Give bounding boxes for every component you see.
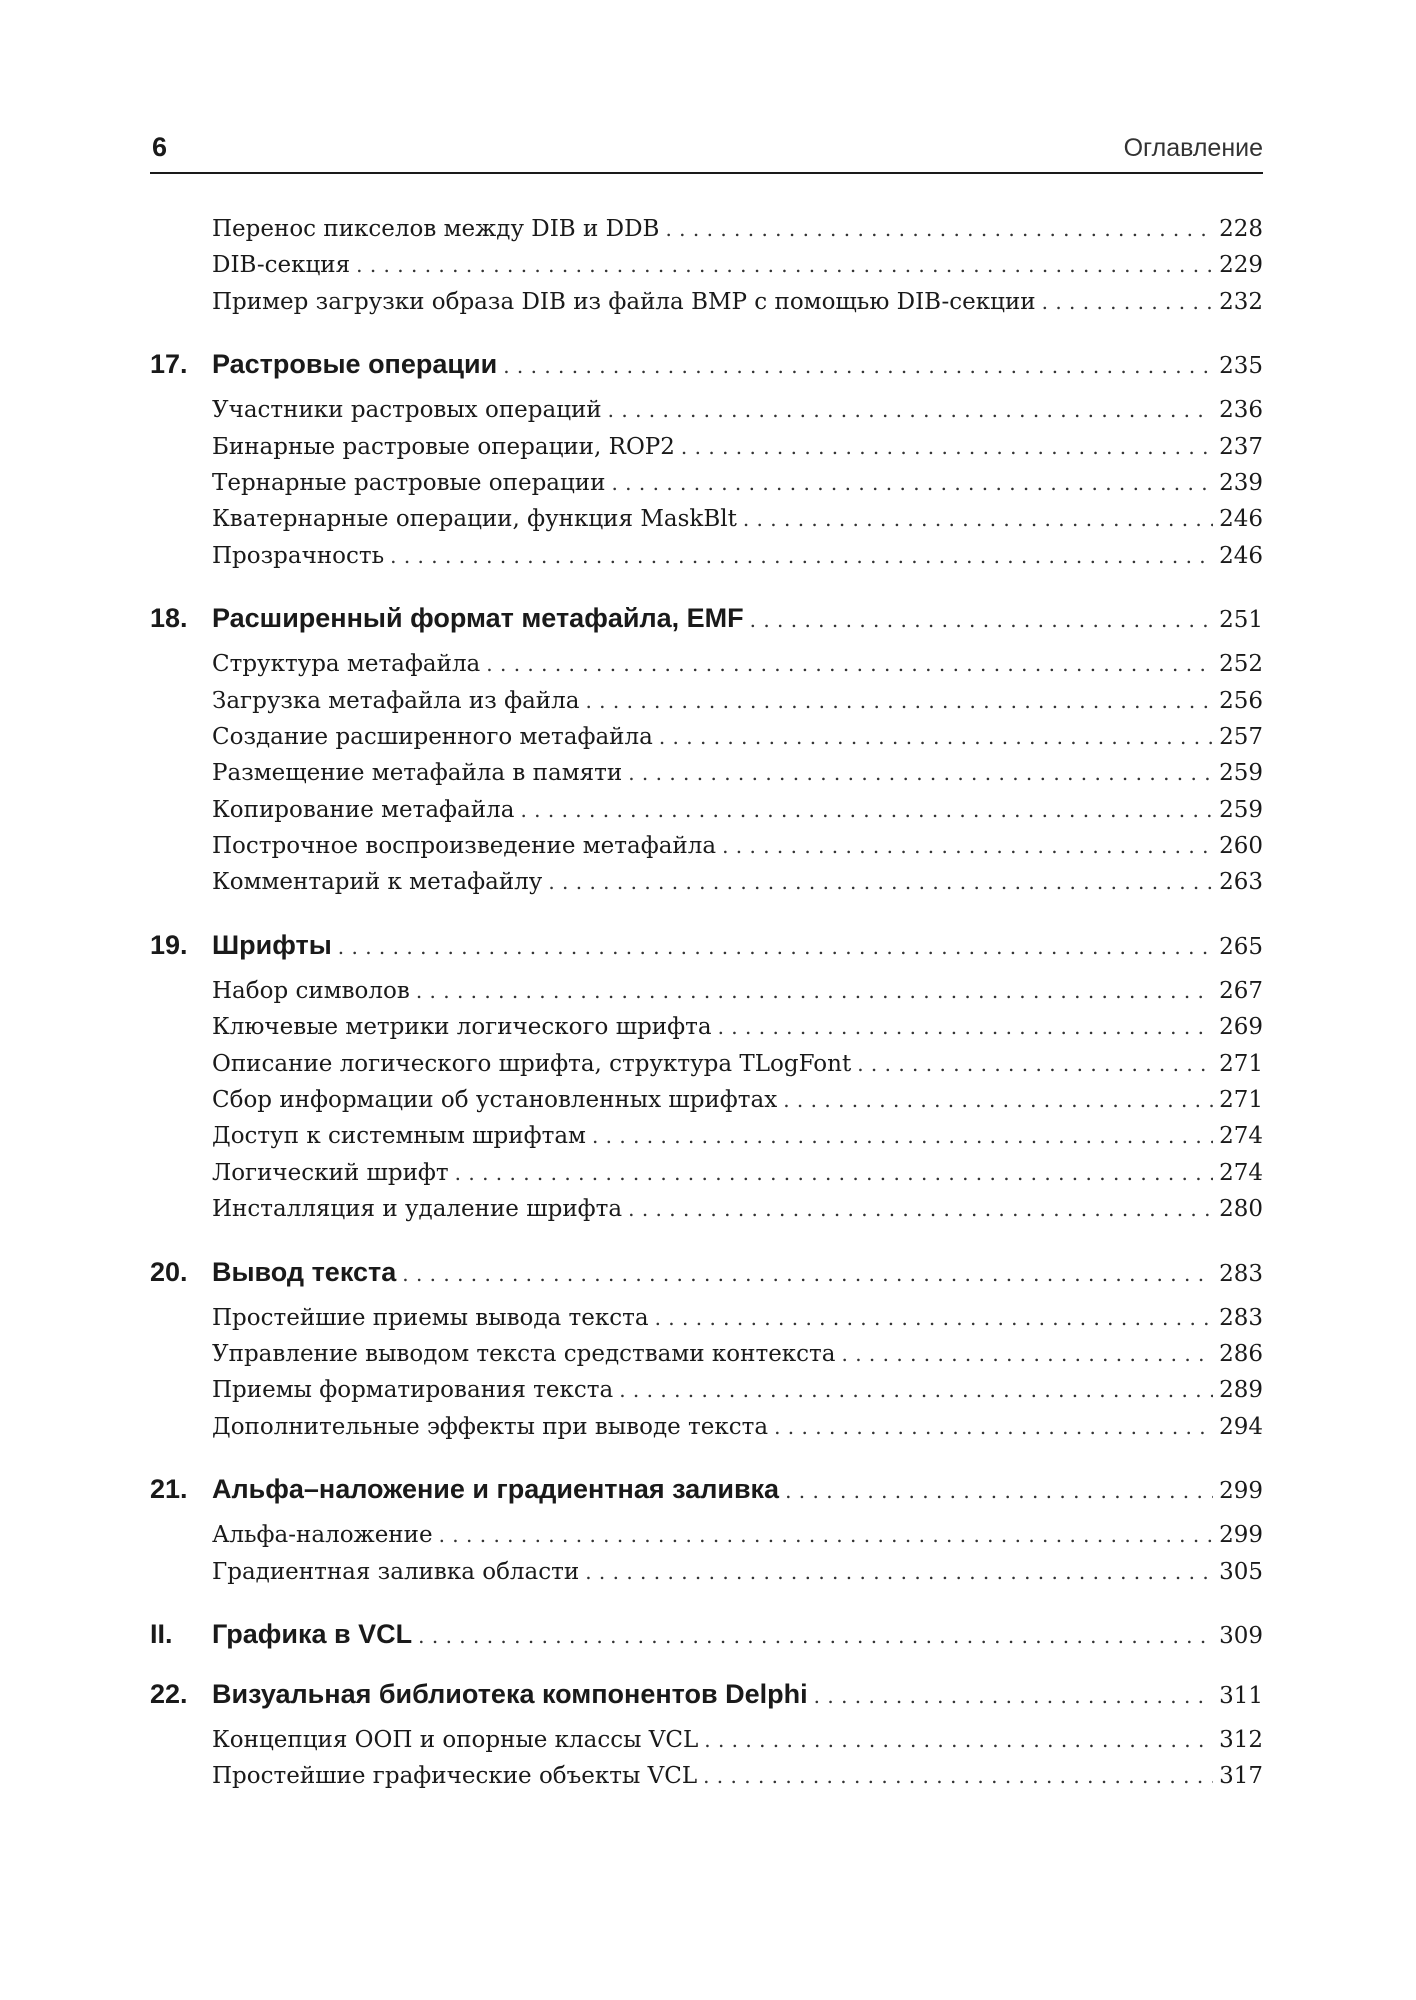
page-ref: 294 [1219, 1413, 1263, 1440]
toc-section [150, 797, 1263, 833]
section-title: Альфа-наложение [212, 1522, 433, 1549]
toc-section [150, 869, 1263, 905]
dot-leader [455, 1161, 1213, 1185]
section-title: Градиентная заливка области [212, 1558, 580, 1585]
page-ref: 283 [1219, 1260, 1263, 1287]
toc-section [150, 651, 1263, 687]
dot-leader [548, 870, 1213, 894]
toc-section [150, 216, 1263, 252]
page-ref: 239 [1219, 469, 1263, 496]
section-title: Кватернарные операции, функция MaskBlt [212, 506, 737, 533]
toc-section [150, 1763, 1263, 1799]
dot-leader [585, 1560, 1213, 1584]
chapter-number: 20. [150, 1256, 188, 1287]
page-ref: 309 [1219, 1622, 1263, 1649]
section-title: Копирование метафайла [212, 796, 515, 823]
page-ref: 232 [1219, 288, 1263, 315]
toc-chapter [150, 1679, 1263, 1715]
section-title: Структура метафайла [212, 651, 481, 678]
section-title: DIB-секция [212, 252, 351, 279]
toc-section [150, 434, 1263, 470]
toc-section [150, 724, 1263, 760]
page-ref: 267 [1219, 977, 1263, 1004]
page-ref: 263 [1219, 869, 1263, 896]
chapter-number: 19. [150, 929, 188, 960]
chapter-title: Шрифты [212, 929, 332, 960]
toc-section [150, 1727, 1263, 1763]
dot-leader [665, 217, 1213, 241]
dot-leader [718, 1015, 1214, 1039]
dot-leader [743, 507, 1213, 531]
page-ref: 265 [1219, 933, 1263, 960]
dot-leader [857, 1052, 1213, 1076]
toc-chapter [150, 1257, 1263, 1293]
toc-section [150, 1087, 1263, 1123]
section-title: Бинарные растровые операции, ROP2 [212, 433, 675, 460]
chapter-title: Графика в VCL [212, 1618, 413, 1649]
chapter-title: Растровые операции [212, 349, 498, 380]
dot-leader [628, 1197, 1213, 1221]
dot-leader [1042, 290, 1213, 314]
toc-section [150, 289, 1263, 325]
toc-section [150, 760, 1263, 796]
toc-chapter [150, 1619, 1263, 1655]
section-title: Сбор информации об установленных шрифтах [212, 1087, 778, 1114]
section-title: Дополнительные эффекты при выводе текста [212, 1413, 769, 1440]
page-ref: 251 [1219, 607, 1263, 634]
toc-chapter [150, 930, 1263, 966]
dot-leader [585, 689, 1213, 713]
chapter-number: 21. [150, 1474, 188, 1505]
toc-section [150, 397, 1263, 433]
toc-section [150, 1160, 1263, 1196]
page-ref: 228 [1219, 216, 1263, 242]
section-title: Логический шрифт [212, 1159, 449, 1186]
page-ref: 235 [1219, 353, 1263, 380]
page-number: 6 [152, 132, 168, 162]
page-ref: 259 [1219, 796, 1263, 823]
toc-section [150, 470, 1263, 506]
page-ref: 252 [1219, 651, 1263, 678]
toc-chapter [150, 349, 1263, 385]
section-title: Построчное воспроизведение метафайла [212, 833, 717, 860]
page-ref: 271 [1219, 1087, 1263, 1114]
page-ref: 259 [1219, 760, 1263, 787]
chapter-title: Вывод текста [212, 1256, 397, 1287]
page-ref: 289 [1219, 1377, 1263, 1404]
section-title: Доступ к системным шрифтам [212, 1123, 586, 1150]
table-of-contents [150, 216, 1263, 1800]
dot-leader [416, 979, 1213, 1003]
dot-leader [390, 544, 1213, 568]
dot-leader [592, 1124, 1213, 1148]
page-ref: 256 [1219, 687, 1263, 714]
toc-section [150, 1377, 1263, 1413]
page-ref: 299 [1219, 1522, 1263, 1549]
toc-section [150, 543, 1263, 579]
chapter-title: Альфа–наложение и градиентная заливка [212, 1474, 780, 1505]
chapter-number: 17. [150, 349, 188, 380]
page-ref: 286 [1219, 1340, 1263, 1367]
section-title: Набор символов [212, 977, 410, 1004]
page-ref: 312 [1219, 1726, 1263, 1753]
page-ref: 274 [1219, 1159, 1263, 1186]
running-title: Оглавление [1123, 134, 1263, 162]
toc-section [150, 688, 1263, 724]
toc-section [150, 978, 1263, 1014]
chapter-number: II. [150, 1618, 173, 1649]
dot-leader [338, 935, 1213, 959]
dot-leader [704, 1728, 1213, 1752]
dot-leader [659, 725, 1213, 749]
section-title: Простейшие графические объекты VCL [212, 1763, 698, 1790]
dot-leader [785, 1479, 1213, 1503]
dot-leader [356, 253, 1213, 277]
section-title: Пример загрузки образа DIB из файла BMP с помощью DIB-секции [212, 288, 1036, 315]
section-title: Концепция ООП и опорные классы VCL [212, 1726, 699, 1753]
toc-section [150, 252, 1263, 288]
toc-section [150, 1196, 1263, 1232]
chapter-number: 22. [150, 1678, 188, 1709]
page-header [150, 128, 1263, 174]
page-ref: 260 [1219, 833, 1263, 860]
section-title: Ключевые метрики логического шрифта [212, 1014, 712, 1041]
toc-section [150, 1341, 1263, 1377]
chapter-title: Расширенный формат метафайла, EMF [212, 603, 744, 634]
page-ref: 280 [1219, 1196, 1263, 1223]
chapter-number: 18. [150, 603, 188, 634]
toc-section [150, 833, 1263, 869]
dot-leader [486, 652, 1213, 676]
dot-leader [619, 1378, 1213, 1402]
section-title: Простейшие приемы вывода текста [212, 1304, 649, 1331]
dot-leader [783, 1088, 1213, 1112]
section-title: Управление выводом текста средствами контекста [212, 1340, 836, 1367]
dot-leader [681, 435, 1213, 459]
section-title: Тернарные растровые операции [212, 469, 606, 496]
dot-leader [722, 834, 1213, 858]
page-ref: 311 [1219, 1682, 1263, 1709]
page-ref: 246 [1219, 542, 1263, 569]
section-title: Комментарий к метафайлу [212, 869, 543, 896]
page-ref: 299 [1219, 1478, 1263, 1505]
page-ref: 271 [1219, 1050, 1263, 1077]
dot-leader [608, 398, 1213, 422]
dot-leader [418, 1624, 1213, 1648]
section-title: Инсталляция и удаление шрифта [212, 1196, 623, 1223]
section-title: Прозрачность [212, 542, 385, 569]
chapter-title: Визуальная библиотека компонентов Delphi [212, 1678, 808, 1709]
page-ref: 317 [1219, 1763, 1263, 1790]
page-ref: 246 [1219, 506, 1263, 533]
dot-leader [814, 1684, 1213, 1708]
dot-leader [402, 1262, 1213, 1286]
dot-leader [520, 798, 1213, 822]
dot-leader [703, 1764, 1213, 1788]
section-title: Загрузка метафайла из файла [212, 687, 580, 714]
toc-section [150, 1305, 1263, 1341]
page-ref: 237 [1219, 433, 1263, 460]
section-title: Участники растровых операций [212, 397, 602, 424]
section-title: Размещение метафайла в памяти [212, 760, 623, 787]
toc-section [150, 1014, 1263, 1050]
dot-leader [774, 1415, 1213, 1439]
toc-chapter [150, 603, 1263, 639]
toc-section [150, 1123, 1263, 1159]
page-ref: 305 [1219, 1558, 1263, 1585]
page-ref: 283 [1219, 1304, 1263, 1331]
page-ref: 257 [1219, 723, 1263, 750]
toc-section [150, 1559, 1263, 1595]
section-title: Приемы форматирования текста [212, 1377, 614, 1404]
page-ref: 269 [1219, 1014, 1263, 1041]
toc-section [150, 1414, 1263, 1450]
toc-section [150, 1522, 1263, 1558]
dot-leader [750, 608, 1213, 632]
page-ref: 274 [1219, 1123, 1263, 1150]
dot-leader [655, 1306, 1214, 1330]
page-ref: 236 [1219, 397, 1263, 424]
section-title: Создание расширенного метафайла [212, 723, 653, 750]
page-ref: 229 [1219, 252, 1263, 279]
dot-leader [628, 761, 1213, 785]
dot-leader [842, 1342, 1214, 1366]
section-title: Перенос пикселов между DIB и DDB [212, 216, 660, 242]
dot-leader [611, 471, 1213, 495]
dot-leader [439, 1523, 1214, 1547]
toc-section [150, 1051, 1263, 1087]
toc-chapter [150, 1474, 1263, 1510]
toc-section [150, 506, 1263, 542]
dot-leader [503, 354, 1213, 378]
section-title: Описание логического шрифта, структура TLogFont [212, 1050, 852, 1077]
